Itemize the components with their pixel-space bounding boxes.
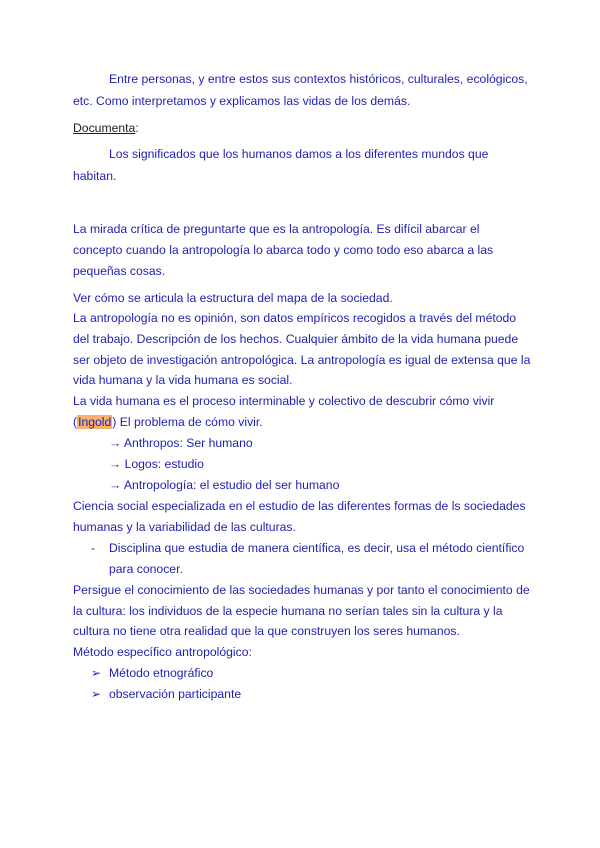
documenta-line-2: habitan. (73, 169, 117, 183)
author-highlight: Ingold (78, 415, 112, 429)
etymology-item (109, 478, 339, 492)
etymology-item (109, 457, 204, 471)
ciencia-line-2: humanas y la variabilidad de las culturas. (73, 520, 296, 534)
mirada-line-1: La mirada crítica de preguntarte que es la antropología. Es difícil abarcar el (73, 222, 480, 236)
disciplina-line-1: Disciplina que estudia de manera científica, es decir, usa el método científico (109, 541, 525, 555)
persigue-line-2: la cultura: los individuos de la especie humana no serían tales sin la cultura y la (73, 604, 503, 618)
vida-line-2 (73, 415, 263, 429)
antropologia-line-2: del trabajo. Descripción de los hechos. Cualquier ámbito de la vida humana puede (73, 332, 519, 346)
antropologia-line-4: vida humana y la vida humana es social. (73, 373, 293, 387)
documenta-label: Documenta (73, 121, 136, 135)
metodo-item: observación participante (109, 687, 242, 701)
disciplina-line-2: para conocer. (109, 562, 183, 576)
dash-bullet-icon: - (91, 541, 96, 555)
arrow-right-icon: → (109, 457, 122, 471)
antropologia-line-1: La antropología no es opinión, son datos empíricos recogidos a través del método (73, 311, 517, 325)
arrow-right-icon: → (109, 436, 122, 450)
documenta-line-1: Los significados que los humanos damos a los diferentes mundos que (109, 147, 489, 161)
vida-line-2-rest: ) El problema de cómo vivir. (112, 415, 263, 429)
etymology-text: Antropología: el estudio del ser humano (123, 478, 340, 492)
mirada-line-2: concepto cuando la antropología lo abarca todo y como todo eso abarca a las (73, 243, 494, 257)
etymology-text: Anthropos: Ser humano (123, 436, 253, 450)
metodo-heading: Método específico antropológico: (73, 645, 252, 659)
documenta-heading (73, 121, 139, 135)
arrow-right-icon: → (109, 478, 122, 492)
persigue-line-1: Persigue el conocimiento de las sociedades humanas y por tanto el conocimiento de (73, 583, 530, 597)
documenta-colon: : (135, 121, 139, 135)
etymology-item (109, 436, 253, 450)
vida-line-1: La vida humana es el proceso interminable y colectivo de descubrir cómo vivir (73, 394, 495, 408)
open-paren: ( (73, 415, 78, 429)
intro-line-2: etc. Como interpretamos y explicamos las vidas de los demás. (73, 94, 411, 108)
ver-line: Ver cómo se articula la estructura del mapa de la sociedad. (73, 291, 393, 305)
mirada-line-3: pequeñas cosas. (73, 264, 166, 278)
arrowhead-bullet-icon: ➢ (91, 666, 102, 680)
ciencia-line-1: Ciencia social especializada en el estudio de las diferentes formas de ls sociedades (73, 499, 526, 513)
antropologia-line-3: ser objeto de investigación antropológica. La antropología es igual de extensa que la (73, 353, 531, 367)
etymology-text: Logos: estudio (124, 457, 204, 471)
intro-line-1: Entre personas, y entre estos sus contextos históricos, culturales, ecológicos, (109, 72, 528, 86)
metodo-item: Método etnográfico (109, 666, 214, 680)
arrowhead-bullet-icon: ➢ (91, 687, 102, 701)
persigue-line-3: cultura no tiene otra realidad que la que construyen los seres humanos. (73, 624, 460, 638)
